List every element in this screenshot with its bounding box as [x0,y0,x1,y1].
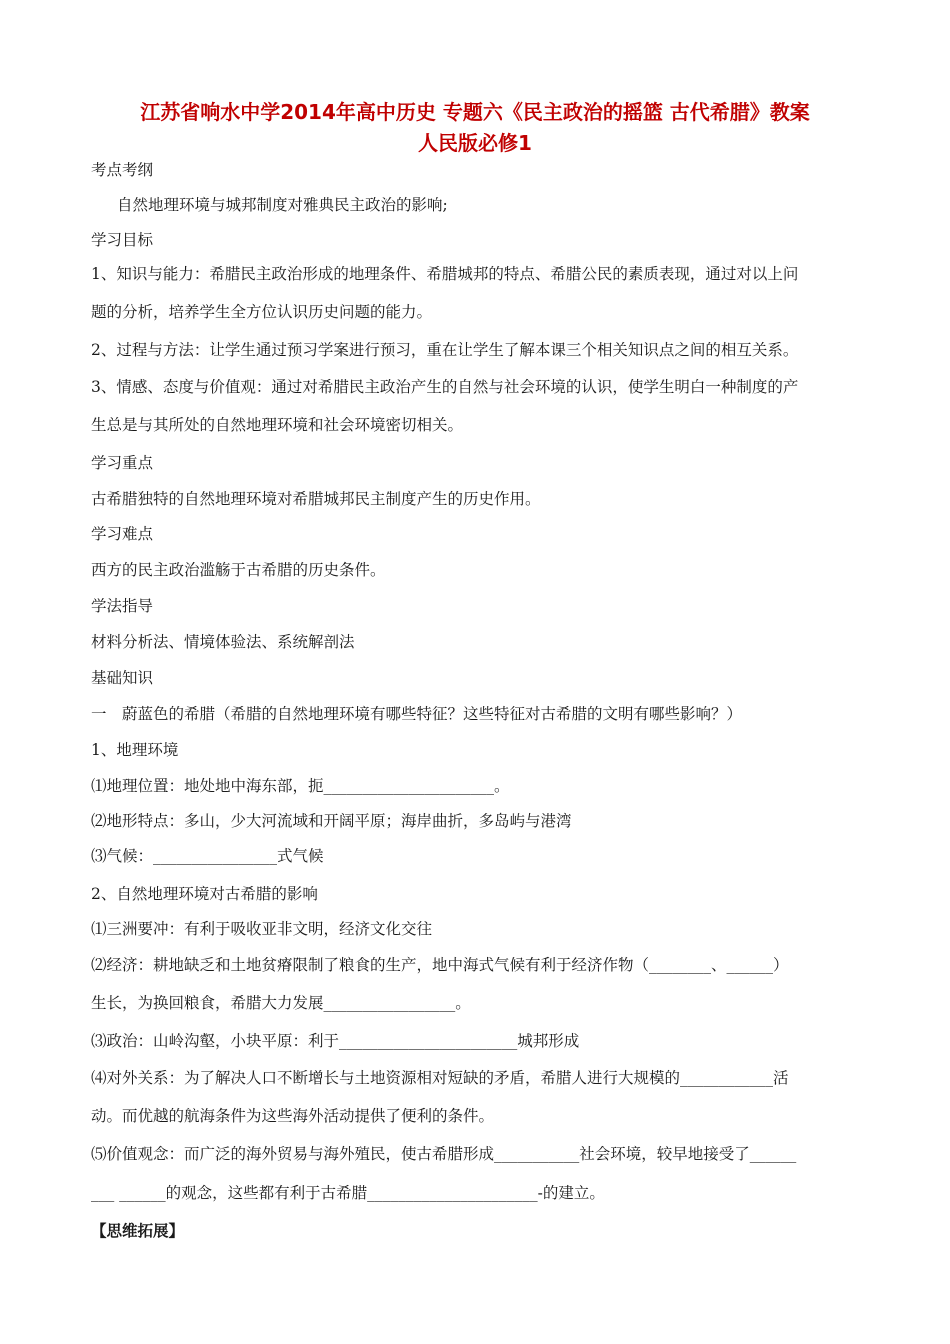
fill-in-line: 生长，为换回粮食，希腊大力发展_________________。 [91,994,471,1012]
heading-learning-goals: 学习目标 [91,231,154,249]
heading-thinking-extension: 【思维拓展】 [91,1221,185,1240]
fill-in-line: ___ ______的观念，这些都有利于古希腊______________________-的建立。 [91,1184,605,1202]
text-line: 题的分析，培养学生全方位认识历史问题的能力。 [91,303,433,321]
fill-in-line: ⑷对外关系：为了解决人口不断增长与土地资源相对短缺的矛盾，希腊人进行大规模的____________活 [91,1069,789,1087]
fill-in-line: ⑴地理位置：地处地中海东部，扼______________________。 [91,777,510,795]
text-line: 自然地理环境与城邦制度对雅典民主政治的影响; [117,196,448,214]
fill-in-line: ⑵经济：耕地缺乏和土地贫瘠限制了粮食的生产，地中海式气候有利于经济作物（________、______） [91,956,789,974]
heading-difficulties: 学习难点 [91,525,154,543]
heading-study-methods: 学法指导 [91,597,154,615]
heading-exam-outline: 考点考纲 [91,161,154,179]
text-line: 一 蔚蓝色的希腊（希腊的自然地理环境有哪些特征？这些特征对古希腊的文明有哪些影响？） [91,705,743,723]
text-line: 1、地理环境 [91,741,179,759]
document-title-line1: 江苏省响水中学2014年高中历史 专题六《民主政治的摇篮 古代希腊》教案 [140,100,810,124]
fill-in-line: ⑸价值观念：而广泛的海外贸易与海外殖民，使古希腊形成___________社会环境，较早地接受了______ [91,1145,797,1163]
text-line: ⑵地形特点：多山，少大河流域和开阔平原；海岸曲折，多岛屿与港湾 [91,812,572,830]
document-title-line2: 人民版必修1 [418,131,532,155]
heading-basic-knowledge: 基础知识 [91,669,154,687]
text-line: 生总是与其所处的自然地理环境和社会环境密切相关。 [91,416,464,434]
text-line: 2、自然地理环境对古希腊的影响 [91,885,318,903]
heading-key-points: 学习重点 [91,454,154,472]
fill-in-line: ⑶政治：山岭沟壑，小块平原：利于_______________________城邦形成 [91,1032,580,1050]
text-line: 古希腊独特的自然地理环境对希腊城邦民主制度产生的历史作用。 [91,490,541,508]
text-line: ⑴三洲要冲：有利于吸收亚非文明，经济文化交往 [91,920,433,938]
fill-in-line: ⑶气候：________________式气候 [91,847,324,865]
text-line: 1、知识与能力：希腊民主政治形成的地理条件、希腊城邦的特点、希腊公民的素质表现，通过对以上问 [91,265,799,283]
text-line: 材料分析法、情境体验法、系统解剖法 [91,633,355,651]
text-line: 动。而优越的航海条件为这些海外活动提供了便利的条件。 [91,1107,495,1125]
text-line: 3、情感、态度与价值观：通过对希腊民主政治产生的自然与社会环境的认识，使学生明白一种制度的产 [91,378,799,396]
text-line: 2、过程与方法：让学生通过预习学案进行预习，重在让学生了解本课三个相关知识点之间的相互关系。 [91,341,799,359]
text-line: 西方的民主政治滥觞于古希腊的历史条件。 [91,561,386,579]
